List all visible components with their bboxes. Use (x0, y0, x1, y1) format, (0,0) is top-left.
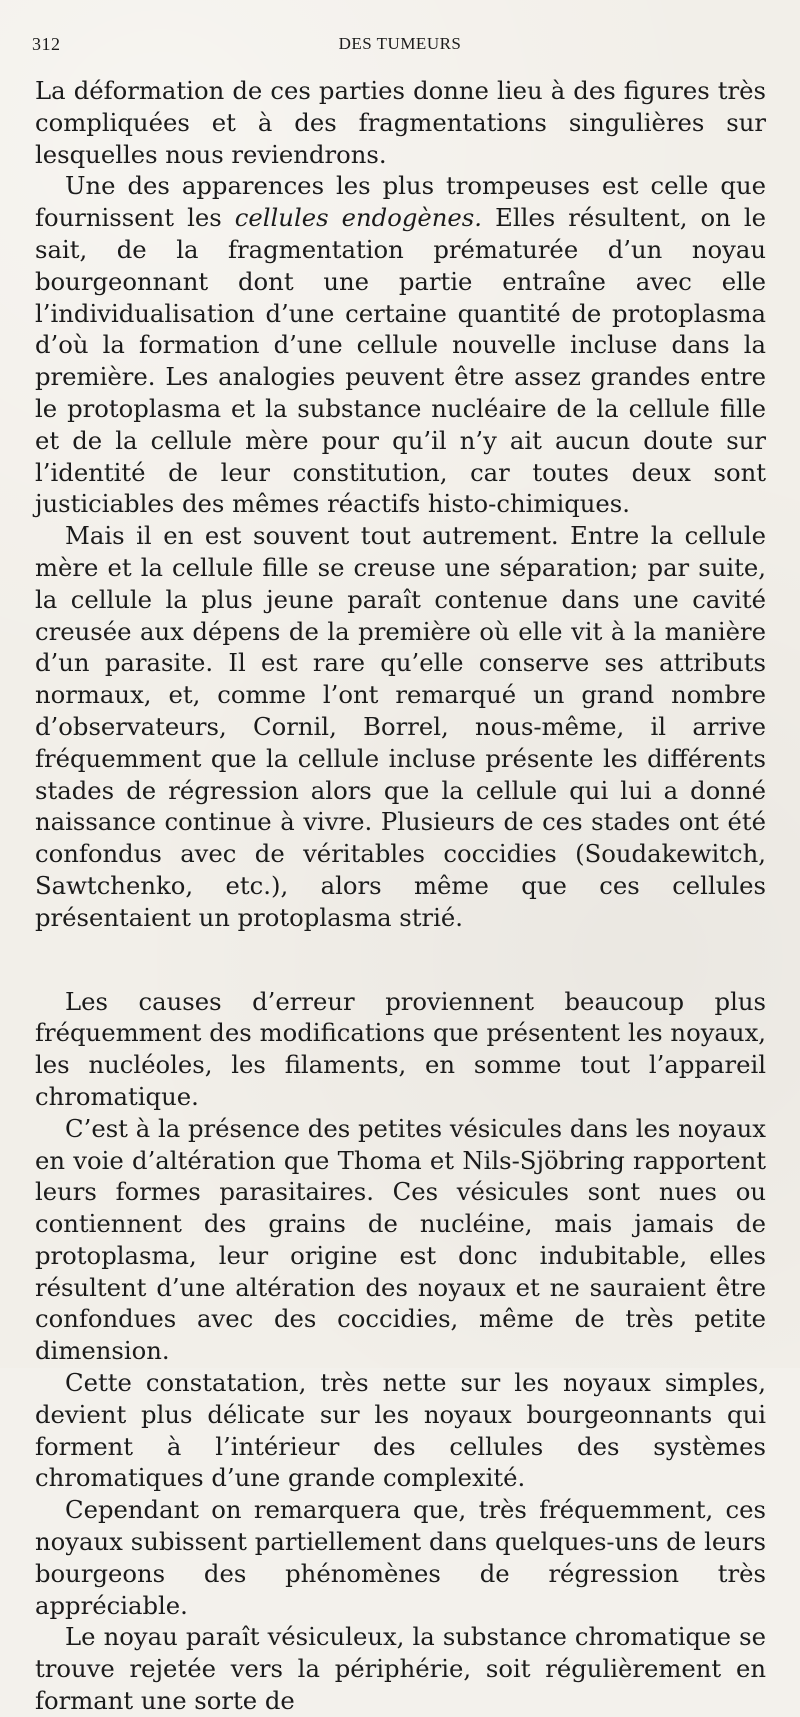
paragraph-2-rest: Elles résultent, on le sait, de la fragmentation prématurée d’un noyau bourgeonnant dont une partie entraîne avec elle l’individualisation d’une certaine quantité de protoplasma d’où la formation d’une cellule nouvelle incluse dans la première. Les analogies peuvent être assez grandes entre le protoplasma et la substance nucléaire de la cellule fille et de la cellule mère pour qu’il n’y ait aucun doute sur l’identité de leur constitution, car toutes deux sont justiciables des mêmes réactifs histo-chimiques. (35, 203, 766, 519)
paragraph-8: Le noyau paraît vésiculeux, la substance chromatique se trouve rejetée vers la périphérie, soit régulièrement en formant une sorte de (35, 1622, 766, 1716)
body-text (35, 75, 766, 1717)
paragraph-1: La déformation de ces parties donne lieu à des figures très compliquées et à des fragmentations singulières sur lesquelles nous reviendrons. (35, 76, 766, 169)
paragraph-4: Les causes d’erreur proviennent beaucoup plus fréquemment des modifications que présentent les noyaux, les nucléoles, les filaments, en somme tout l’appareil chromatique. (35, 986, 766, 1111)
paragraph-2-lead: Une des apparences les plus trompeuses est celle que fournissent les (35, 171, 766, 233)
paragraph-7: Cependant on remarquera que, très fréquemment, ces noyaux subissent partiellement dans quelques-uns de leurs bourgeons des phénomènes de régression très appréciable. (35, 1495, 766, 1620)
page-number: 312 (32, 34, 61, 54)
running-header (32, 34, 768, 62)
paragraph-2-emphasis: cellules endogènes. (234, 203, 483, 233)
paragraph-6: Cette constatation, très nette sur les noyaux simples, devient plus délicate sur les noyaux bourgeonnants qui forment à l’intérieur des cellules des systèmes chromatiques d’une grande complexité. (35, 1368, 766, 1493)
paragraph-3: Mais il en est souvent tout autrement. Entre la cellule mère et la cellule fille se creuse une séparation; par suite, la cellule la plus jeune paraît contenue dans une cavité creusée aux dépens de la première où elle vit à la manière d’un parasite. Il est rare qu’elle conserve ses attributs normaux, et, comme l’ont remarqué un grand nombre d’observateurs, Cornil, Borrel, nous-même, il arrive fréquemment que la cellule incluse présente les différents stades de régression alors que la cellule qui lui a donné naissance continue à vivre. Plusieurs de ces stades ont été confondus avec de véritables coccidies (Soudakewitch, Sawtchenko, etc.), alors même que ces cellules présentaient un protoplasma strié. (35, 521, 766, 932)
paragraph-5: C’est à la présence des petites vésicules dans les noyaux en voie d’altération que Thoma et Nils-Sjöbring rapportent leurs formes parasitaires. Ces vésicules sont nues ou contiennent des grains de nucléine, mais jamais de protoplasma, leur origine est donc indubitable, elles résultent d’une altération des noyaux et ne sauraient être confondues avec des coccidies, même de très petite dimension. (35, 1113, 766, 1366)
section-break (35, 934, 766, 986)
page-header-title: DES TUMEURS (338, 34, 462, 53)
paragraph-2 (35, 170, 766, 520)
